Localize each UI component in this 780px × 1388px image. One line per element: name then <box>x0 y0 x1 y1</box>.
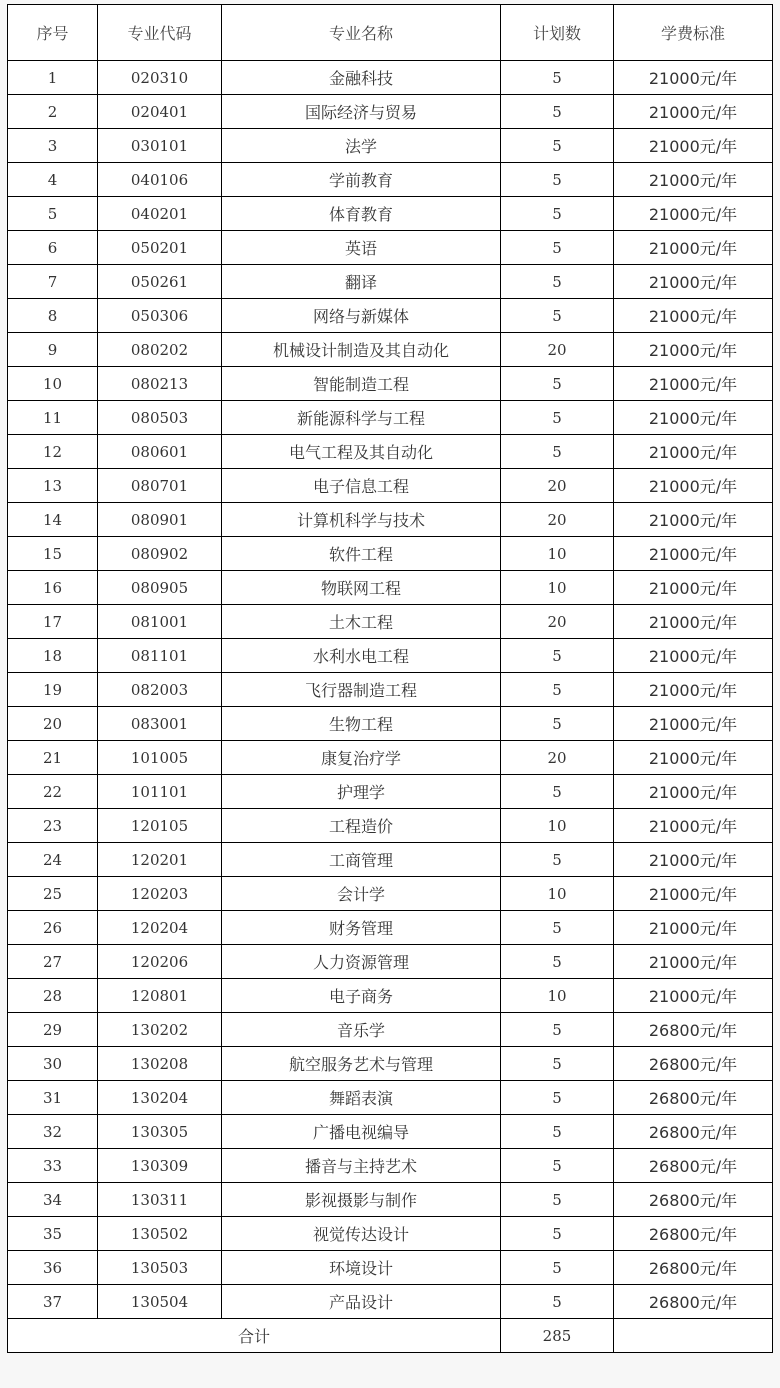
plan-count: 5 <box>501 299 614 333</box>
table-row <box>8 265 773 299</box>
total-label: 合计 <box>8 1319 501 1353</box>
plan-count: 20 <box>501 741 614 775</box>
major-name: 智能制造工程 <box>222 367 501 401</box>
plan-count: 5 <box>501 639 614 673</box>
row-index: 25 <box>8 877 98 911</box>
row-index: 9 <box>8 333 98 367</box>
row-index: 30 <box>8 1047 98 1081</box>
header-major-name: 专业名称 <box>222 5 501 61</box>
major-code: 120105 <box>98 809 222 843</box>
plan-count: 5 <box>501 1081 614 1115</box>
plan-count: 5 <box>501 1251 614 1285</box>
major-name: 航空服务艺术与管理 <box>222 1047 501 1081</box>
major-name: 康复治疗学 <box>222 741 501 775</box>
tuition: 21000元/年 <box>614 945 773 979</box>
row-index: 22 <box>8 775 98 809</box>
plan-count: 5 <box>501 775 614 809</box>
table-row <box>8 571 773 605</box>
tuition: 21000元/年 <box>614 673 773 707</box>
major-code: 120203 <box>98 877 222 911</box>
table-row <box>8 1013 773 1047</box>
row-index: 27 <box>8 945 98 979</box>
total-plan-count: 285 <box>501 1319 614 1353</box>
table-row <box>8 1081 773 1115</box>
row-index: 31 <box>8 1081 98 1115</box>
table-row <box>8 741 773 775</box>
major-code: 082003 <box>98 673 222 707</box>
plan-count: 10 <box>501 809 614 843</box>
major-code: 040106 <box>98 163 222 197</box>
plan-count: 5 <box>501 265 614 299</box>
row-index: 3 <box>8 129 98 163</box>
table-row <box>8 809 773 843</box>
tuition: 21000元/年 <box>614 367 773 401</box>
header-tuition: 学费标准 <box>614 5 773 61</box>
major-code: 080902 <box>98 537 222 571</box>
plan-count: 5 <box>501 1115 614 1149</box>
major-code: 130502 <box>98 1217 222 1251</box>
tuition: 21000元/年 <box>614 911 773 945</box>
plan-count: 5 <box>501 367 614 401</box>
plan-count: 5 <box>501 95 614 129</box>
table-row <box>8 1183 773 1217</box>
major-name: 环境设计 <box>222 1251 501 1285</box>
major-code: 083001 <box>98 707 222 741</box>
table-header-row <box>8 5 773 61</box>
tuition: 21000元/年 <box>614 401 773 435</box>
tuition: 26800元/年 <box>614 1081 773 1115</box>
major-name: 护理学 <box>222 775 501 809</box>
row-index: 28 <box>8 979 98 1013</box>
major-name: 电子商务 <box>222 979 501 1013</box>
major-name: 工商管理 <box>222 843 501 877</box>
major-name: 舞蹈表演 <box>222 1081 501 1115</box>
row-index: 15 <box>8 537 98 571</box>
major-code: 101101 <box>98 775 222 809</box>
row-index: 37 <box>8 1285 98 1319</box>
major-name: 机械设计制造及其自动化 <box>222 333 501 367</box>
plan-count: 5 <box>501 401 614 435</box>
table-row <box>8 1047 773 1081</box>
table-row <box>8 401 773 435</box>
row-index: 29 <box>8 1013 98 1047</box>
tuition: 21000元/年 <box>614 741 773 775</box>
table-row <box>8 367 773 401</box>
tuition: 21000元/年 <box>614 775 773 809</box>
table-row <box>8 537 773 571</box>
row-index: 26 <box>8 911 98 945</box>
plan-count: 5 <box>501 843 614 877</box>
row-index: 35 <box>8 1217 98 1251</box>
major-code: 080601 <box>98 435 222 469</box>
tuition: 21000元/年 <box>614 537 773 571</box>
major-name: 电子信息工程 <box>222 469 501 503</box>
total-row <box>8 1319 773 1353</box>
tuition: 21000元/年 <box>614 605 773 639</box>
major-code: 130208 <box>98 1047 222 1081</box>
major-code: 050201 <box>98 231 222 265</box>
plan-count: 20 <box>501 333 614 367</box>
plan-count: 5 <box>501 707 614 741</box>
table-row <box>8 299 773 333</box>
header-index: 序号 <box>8 5 98 61</box>
tuition: 21000元/年 <box>614 435 773 469</box>
tuition: 21000元/年 <box>614 265 773 299</box>
tuition: 21000元/年 <box>614 163 773 197</box>
table-row <box>8 61 773 95</box>
row-index: 10 <box>8 367 98 401</box>
major-code: 020401 <box>98 95 222 129</box>
major-name: 水利水电工程 <box>222 639 501 673</box>
major-code: 130204 <box>98 1081 222 1115</box>
major-name: 新能源科学与工程 <box>222 401 501 435</box>
tuition: 21000元/年 <box>614 95 773 129</box>
plan-count: 5 <box>501 1013 614 1047</box>
tuition: 21000元/年 <box>614 129 773 163</box>
major-name: 人力资源管理 <box>222 945 501 979</box>
tuition: 21000元/年 <box>614 809 773 843</box>
major-name: 产品设计 <box>222 1285 501 1319</box>
row-index: 19 <box>8 673 98 707</box>
tuition: 26800元/年 <box>614 1047 773 1081</box>
major-code: 101005 <box>98 741 222 775</box>
plan-count: 5 <box>501 1217 614 1251</box>
major-name: 体育教育 <box>222 197 501 231</box>
row-index: 12 <box>8 435 98 469</box>
table-row <box>8 129 773 163</box>
tuition: 21000元/年 <box>614 299 773 333</box>
major-code: 040201 <box>98 197 222 231</box>
plan-count: 5 <box>501 231 614 265</box>
header-major-code: 专业代码 <box>98 5 222 61</box>
table-row <box>8 1217 773 1251</box>
plan-count: 20 <box>501 503 614 537</box>
major-name: 视觉传达设计 <box>222 1217 501 1251</box>
plan-count: 5 <box>501 435 614 469</box>
plan-count: 5 <box>501 1047 614 1081</box>
major-name: 飞行器制造工程 <box>222 673 501 707</box>
row-index: 17 <box>8 605 98 639</box>
plan-count: 10 <box>501 537 614 571</box>
table-row <box>8 435 773 469</box>
plan-count: 5 <box>501 61 614 95</box>
major-code: 080213 <box>98 367 222 401</box>
major-name: 英语 <box>222 231 501 265</box>
major-name: 翻译 <box>222 265 501 299</box>
table-row <box>8 1251 773 1285</box>
major-name: 广播电视编导 <box>222 1115 501 1149</box>
tuition: 21000元/年 <box>614 503 773 537</box>
table-row <box>8 843 773 877</box>
major-code: 050306 <box>98 299 222 333</box>
major-code: 080202 <box>98 333 222 367</box>
row-index: 21 <box>8 741 98 775</box>
plan-count: 5 <box>501 1183 614 1217</box>
row-index: 16 <box>8 571 98 605</box>
major-code: 080503 <box>98 401 222 435</box>
plan-count: 10 <box>501 571 614 605</box>
row-index: 23 <box>8 809 98 843</box>
plan-count: 10 <box>501 979 614 1013</box>
plan-count: 5 <box>501 673 614 707</box>
row-index: 4 <box>8 163 98 197</box>
major-code: 120204 <box>98 911 222 945</box>
row-index: 34 <box>8 1183 98 1217</box>
major-code: 130504 <box>98 1285 222 1319</box>
row-index: 11 <box>8 401 98 435</box>
major-code: 050261 <box>98 265 222 299</box>
major-code: 130311 <box>98 1183 222 1217</box>
table-row <box>8 605 773 639</box>
table-row <box>8 1115 773 1149</box>
plan-count: 5 <box>501 197 614 231</box>
table-row <box>8 197 773 231</box>
major-code: 120201 <box>98 843 222 877</box>
header-plan-count: 计划数 <box>501 5 614 61</box>
major-name: 物联网工程 <box>222 571 501 605</box>
table-row <box>8 1149 773 1183</box>
tuition: 26800元/年 <box>614 1217 773 1251</box>
major-name: 软件工程 <box>222 537 501 571</box>
major-code: 130309 <box>98 1149 222 1183</box>
major-name: 国际经济与贸易 <box>222 95 501 129</box>
row-index: 32 <box>8 1115 98 1149</box>
tuition: 21000元/年 <box>614 843 773 877</box>
major-code: 081101 <box>98 639 222 673</box>
row-index: 1 <box>8 61 98 95</box>
major-name: 生物工程 <box>222 707 501 741</box>
row-index: 36 <box>8 1251 98 1285</box>
major-code: 080901 <box>98 503 222 537</box>
tuition: 21000元/年 <box>614 61 773 95</box>
table-row <box>8 775 773 809</box>
table-row <box>8 469 773 503</box>
row-index: 7 <box>8 265 98 299</box>
major-code: 130305 <box>98 1115 222 1149</box>
table-row <box>8 945 773 979</box>
major-code: 020310 <box>98 61 222 95</box>
plan-count: 5 <box>501 1285 614 1319</box>
table-row <box>8 95 773 129</box>
table-row <box>8 639 773 673</box>
tuition: 21000元/年 <box>614 197 773 231</box>
major-code: 030101 <box>98 129 222 163</box>
major-code: 130503 <box>98 1251 222 1285</box>
tuition: 21000元/年 <box>614 469 773 503</box>
major-name: 财务管理 <box>222 911 501 945</box>
major-name: 音乐学 <box>222 1013 501 1047</box>
enrollment-plan-table-container <box>7 4 772 1353</box>
table-row <box>8 707 773 741</box>
tuition: 21000元/年 <box>614 877 773 911</box>
plan-count: 20 <box>501 469 614 503</box>
major-name: 播音与主持艺术 <box>222 1149 501 1183</box>
tuition: 26800元/年 <box>614 1251 773 1285</box>
tuition: 21000元/年 <box>614 707 773 741</box>
major-code: 080905 <box>98 571 222 605</box>
tuition: 21000元/年 <box>614 639 773 673</box>
row-index: 14 <box>8 503 98 537</box>
table-row <box>8 231 773 265</box>
major-code: 130202 <box>98 1013 222 1047</box>
row-index: 6 <box>8 231 98 265</box>
plan-count: 10 <box>501 877 614 911</box>
plan-count: 20 <box>501 605 614 639</box>
major-name: 工程造价 <box>222 809 501 843</box>
row-index: 8 <box>8 299 98 333</box>
major-name: 电气工程及其自动化 <box>222 435 501 469</box>
row-index: 13 <box>8 469 98 503</box>
tuition: 26800元/年 <box>614 1013 773 1047</box>
tuition: 26800元/年 <box>614 1115 773 1149</box>
major-name: 计算机科学与技术 <box>222 503 501 537</box>
table-row <box>8 503 773 537</box>
tuition: 21000元/年 <box>614 571 773 605</box>
major-name: 学前教育 <box>222 163 501 197</box>
major-code: 120206 <box>98 945 222 979</box>
plan-count: 5 <box>501 129 614 163</box>
tuition: 26800元/年 <box>614 1149 773 1183</box>
major-code: 080701 <box>98 469 222 503</box>
table-row <box>8 333 773 367</box>
table-row <box>8 1285 773 1319</box>
table-row <box>8 877 773 911</box>
major-code: 081001 <box>98 605 222 639</box>
row-index: 2 <box>8 95 98 129</box>
tuition: 26800元/年 <box>614 1285 773 1319</box>
tuition: 21000元/年 <box>614 231 773 265</box>
tuition: 21000元/年 <box>614 333 773 367</box>
row-index: 24 <box>8 843 98 877</box>
plan-count: 5 <box>501 163 614 197</box>
enrollment-plan-table <box>7 4 773 1353</box>
table-row <box>8 673 773 707</box>
row-index: 18 <box>8 639 98 673</box>
major-name: 法学 <box>222 129 501 163</box>
table-row <box>8 979 773 1013</box>
plan-count: 5 <box>501 945 614 979</box>
major-name: 网络与新媒体 <box>222 299 501 333</box>
total-fee <box>614 1319 773 1353</box>
plan-count: 5 <box>501 911 614 945</box>
table-body <box>8 61 773 1319</box>
row-index: 20 <box>8 707 98 741</box>
major-name: 影视摄影与制作 <box>222 1183 501 1217</box>
table-row <box>8 911 773 945</box>
major-name: 金融科技 <box>222 61 501 95</box>
major-name: 土木工程 <box>222 605 501 639</box>
major-code: 120801 <box>98 979 222 1013</box>
plan-count: 5 <box>501 1149 614 1183</box>
row-index: 5 <box>8 197 98 231</box>
row-index: 33 <box>8 1149 98 1183</box>
tuition: 21000元/年 <box>614 979 773 1013</box>
table-row <box>8 163 773 197</box>
tuition: 26800元/年 <box>614 1183 773 1217</box>
major-name: 会计学 <box>222 877 501 911</box>
